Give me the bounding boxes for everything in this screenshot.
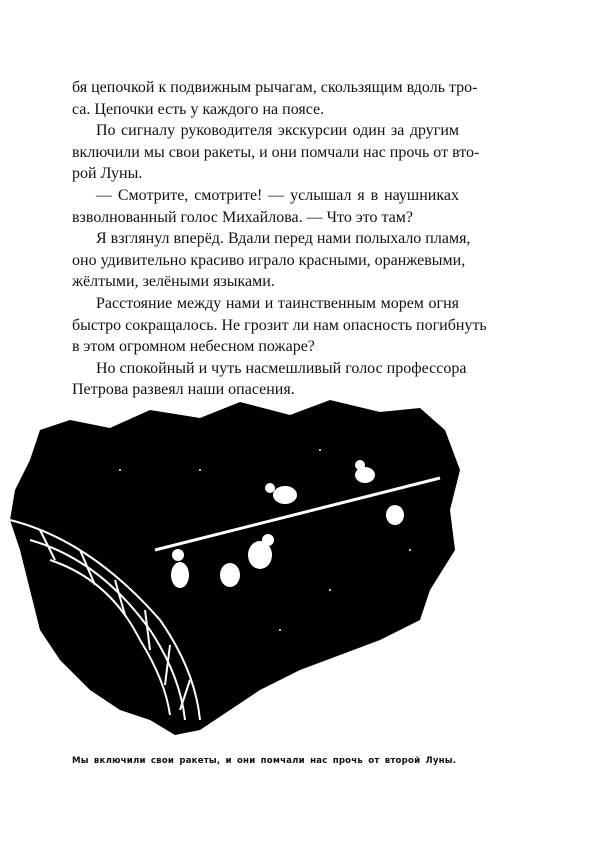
text-line: оно удивительно красиво играло красными, оранжевыми, [72,251,466,269]
text-line: са. Цепочки есть у каждого на поясе. [72,100,325,118]
text-line: взволнованный голос Михайлова. — Что это там? [72,208,413,226]
body-text [72,77,487,401]
text-line: быстро сокращалось. Не грозит ли нам опасность погибнуть [72,316,487,334]
space-illustration [0,390,470,740]
text-line: Я взглянул вперёд. Вдали перед нами полыхало пламя, [96,230,471,248]
text-line: в этом огромном небесном пожаре? [72,338,315,356]
text-line: Но спокойный и чуть насмешливый голос профессора [96,359,467,377]
illustration-caption: Мы включили свои ракеты, и они помчали нас прочь от второй Луны. [72,756,457,766]
text-line: — Смотрите, смотрите! — услышал я в наушниках [96,186,459,204]
text-line: бя цепочкой к подвижным рычагам, скользящим вдоль тро- [72,79,478,96]
text-line: включили мы свои ракеты, и они помчали нас прочь от вто- [72,143,480,161]
text-line: рой Луны. [72,165,143,183]
text-line: жёлтыми, зелёными языками. [72,273,275,291]
text-line: Расстояние между нами и таинственным морем огня [96,294,459,312]
text-line: По сигналу руководителя экскурсии один за другим [96,122,459,140]
text-line: Петрова развеял наши опасения. [72,381,295,399]
